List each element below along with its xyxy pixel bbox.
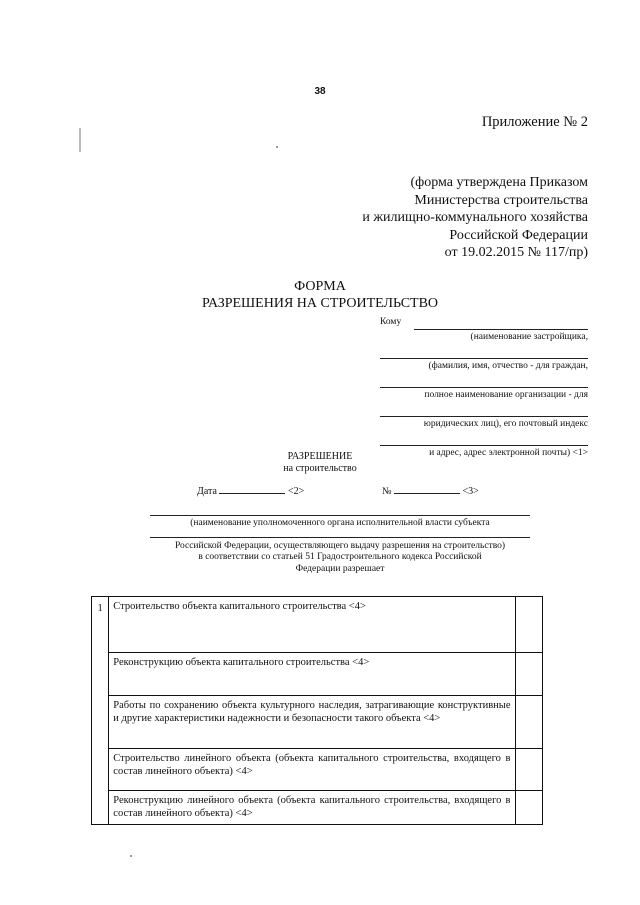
issuing-authority-block (150, 512, 530, 575)
form-title (0, 278, 640, 312)
date-line (197, 484, 304, 497)
legal-basis-text: в соответствии со статьей 51 Градостроительного кодекса Российской (198, 552, 482, 562)
recipient-caption: полное наименование организации - для (424, 390, 588, 400)
date-label: Дата (197, 486, 217, 497)
recipient-field[interactable] (380, 416, 588, 417)
permit-type-checkbox[interactable] (515, 749, 543, 791)
permit-type-text: Реконструкцию объекта капитального строительства <4> (109, 653, 515, 696)
approval-line: (форма утверждена Приказом (410, 175, 588, 190)
form-title-line2: РАЗРЕШЕНИЯ НА СТРОИТЕЛЬСТВО (201, 296, 439, 311)
permit-type-table (91, 596, 543, 825)
permit-type-text: Строительство объекта капитального строительства <4> (109, 597, 515, 653)
number-field[interactable] (394, 484, 460, 494)
approval-line: и жилищно-коммунального хозяйства (362, 210, 588, 225)
recipient-field[interactable] (380, 387, 588, 388)
authority-caption: (наименование уполномоченного органа исполнительной власти субъекта (190, 518, 490, 528)
permit-heading-block (0, 451, 640, 475)
permit-type-checkbox[interactable] (515, 791, 543, 825)
permit-type-checkbox[interactable] (515, 597, 543, 653)
page-number: 38 (314, 86, 326, 97)
number-ref: <3> (462, 486, 479, 497)
recipient-caption: (наименование застройщика, (470, 332, 588, 342)
recipient-field[interactable] (414, 329, 588, 330)
permit-heading: РАЗРЕШЕНИЕ (287, 451, 353, 462)
approval-line: от 19.02.2015 № 117/пр) (444, 245, 588, 260)
recipient-field[interactable] (380, 358, 588, 359)
margin-mark (79, 128, 81, 152)
form-title-line1: ФОРМА (294, 279, 346, 294)
scan-speck (130, 855, 132, 857)
permit-type-text: Реконструкцию линейного объекта (объекта капитального строительства, входящего в состав линейного объекта) <4> (109, 791, 515, 825)
scan-speck (276, 146, 278, 148)
permit-type-text: Работы по сохранению объекта культурного наследия, затрагивающие конструктивные и другие характеристики надежности и безопасности такого объекта <4> (109, 696, 515, 749)
item-number: 1 (92, 597, 109, 825)
recipient-field[interactable] (380, 445, 588, 446)
table-row (92, 791, 543, 825)
recipient-block (380, 317, 588, 462)
date-ref: <2> (287, 486, 305, 497)
recipient-lead: Кому (380, 317, 402, 327)
approval-note (288, 174, 588, 262)
table-row (92, 653, 543, 696)
appendix-label: Приложение № 2 (481, 114, 588, 130)
date-field[interactable] (219, 484, 285, 494)
authority-caption: Российской Федерации, осуществляющего выдачу разрешения на строительство) (174, 540, 506, 551)
number-line (382, 484, 479, 497)
permit-type-checkbox[interactable] (515, 696, 543, 749)
table-row (92, 749, 543, 791)
permit-type-text: Строительство линейного объекта (объекта капитального строительства, входящего в состав линейного объекта) <4> (109, 749, 515, 791)
authority-field[interactable] (150, 512, 530, 516)
authority-field[interactable] (150, 532, 530, 538)
approval-line: Министерства строительства (414, 192, 588, 208)
table-row (92, 696, 543, 749)
legal-basis-text: Федерации разрешает (295, 563, 385, 574)
recipient-caption: и адрес, адрес электронной почты) <1> (429, 448, 588, 458)
permit-type-checkbox[interactable] (515, 653, 543, 696)
table-row (92, 597, 543, 653)
recipient-caption: юридических лиц), его почтовый индекс (423, 419, 588, 429)
permit-subheading: на строительство (283, 463, 357, 474)
number-label: № (382, 486, 392, 497)
approval-line: Российской Федерации (449, 227, 588, 243)
recipient-caption: (фамилия, имя, отчество - для граждан, (428, 361, 588, 371)
